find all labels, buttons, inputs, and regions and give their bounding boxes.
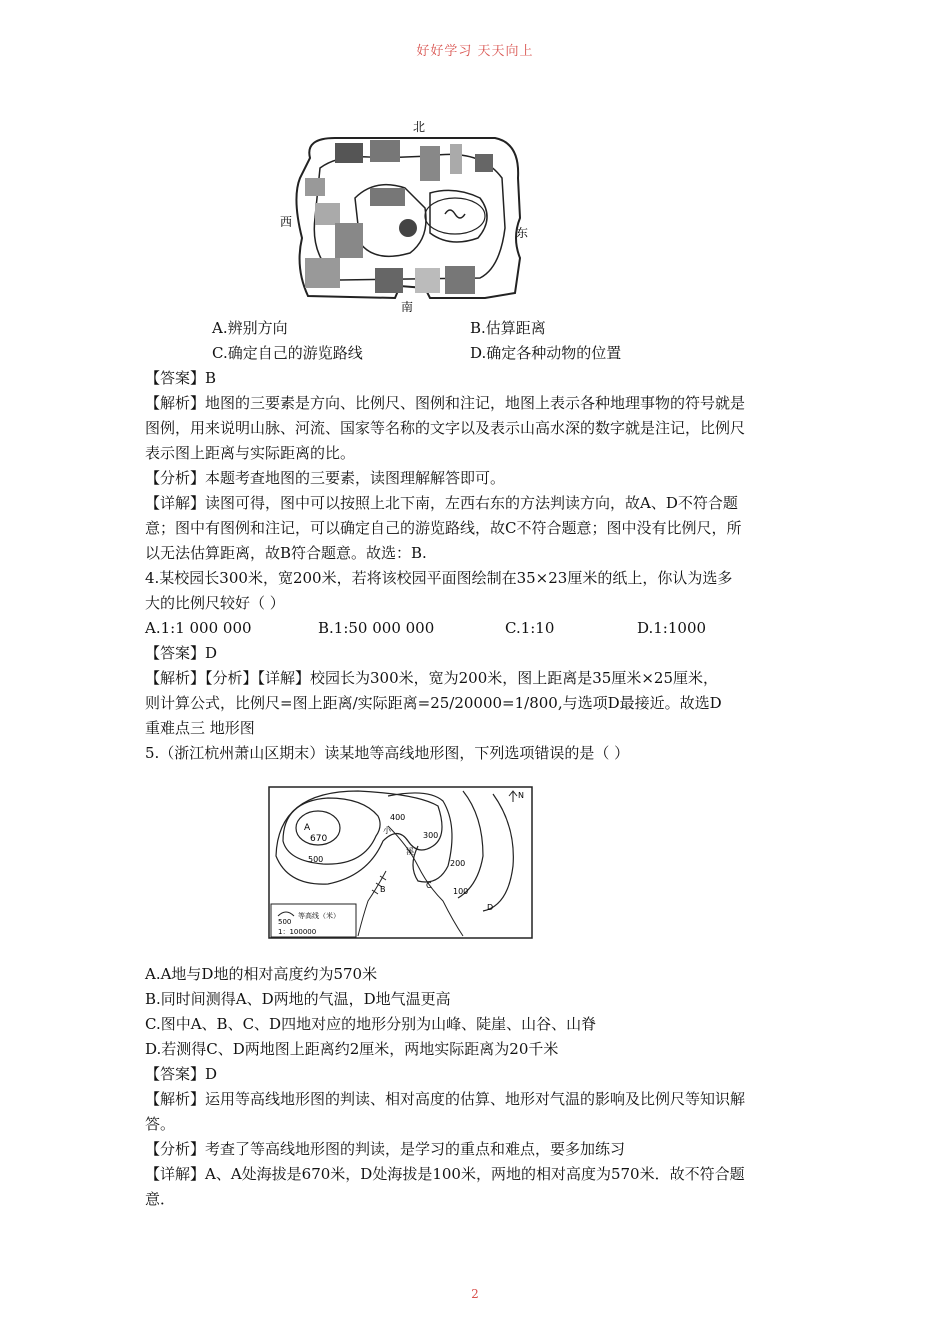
q3-fenxi: 【分析】本题考查地图的三要素，读图理解解答即可。: [145, 469, 506, 487]
q4-option-d: D.1:1000: [637, 619, 707, 637]
q5-answer: 【答案】D: [145, 1065, 218, 1083]
contour-label-400: 400: [390, 813, 406, 822]
q4-option-c: C.1:10: [505, 619, 555, 637]
q3-analysis-line-2: 图例，用来说明山脉、河流、国家等名称的文字以及表示山高水深的数字就是注记，比例尺: [145, 419, 746, 437]
contour-label-100: 100: [453, 887, 469, 896]
contour-map-figure: [268, 786, 534, 940]
q4-stem-line-2: 大的比例尺较好（ ）: [145, 594, 285, 612]
q3-detail-line-1: 【详解】读图可得，图中可以按照上北下南，左西右东的方法判读方向，故A、D不符合题: [145, 494, 738, 512]
map-east-label: 东: [516, 226, 529, 240]
q4-stem-line-1: 4.某校园长300米，宽200米，若将该校园平面图绘制在35×23厘米的纸上，你认为选多: [145, 569, 733, 587]
q3-detail-line-3: 以无法估算距离，故B符合题意。故选：B.: [145, 544, 427, 562]
q3-detail-line-2: 意；图中有图例和注记，可以确定自己的游览路线，故C不符合题意；图中没有比例尺，所: [145, 519, 742, 537]
q5-fenxi: 【分析】考查了等高线地形图的判读，是学习的重点和难点，要多加练习: [145, 1140, 626, 1158]
legend-value: 500: [278, 918, 292, 926]
q4-analysis-line-2: 则计算公式，比例尺=图上距离/实际距离=25/20000=1/800,与选项D最接近。故选D: [145, 694, 722, 712]
q3-option-c: C.确定自己的游览路线: [212, 344, 363, 362]
q3-answer: 【答案】B: [145, 369, 217, 387]
legend-label: 等高线（米）: [298, 912, 340, 920]
north-arrow-label: N: [518, 791, 524, 800]
zoo-map-svg: [280, 118, 530, 313]
stream-label-2: 溪: [406, 847, 414, 856]
contour-map-svg: [268, 786, 534, 940]
page-number: 2: [471, 1287, 479, 1301]
contour-label-300: 300: [423, 831, 439, 840]
map-scale-label: 1：100000: [278, 928, 317, 936]
section-heading: 重难点三 地形图: [145, 719, 255, 737]
q5-stem: 5.（浙江杭州萧山区期末）读某地等高线地形图，下列选项错误的是（ ）: [145, 744, 630, 762]
map-north-label: 北: [413, 120, 426, 134]
q3-option-d: D.确定各种动物的位置: [470, 344, 622, 362]
q5-option-a: A.A地与D地的相对高度约为570米: [145, 965, 378, 983]
q4-analysis-line-1: 【解析】【分析】【详解】校园长为300米，宽为200米，图上距离是35厘米×25厘米，: [145, 669, 719, 687]
q4-option-b: B.1:50 000 000: [318, 619, 435, 637]
peak-label-a: A: [304, 823, 311, 833]
contour-label-200: 200: [450, 859, 466, 868]
map-south-label: 南: [401, 300, 414, 313]
contour-label-500: 500: [308, 855, 324, 864]
point-c-label: C: [426, 881, 432, 890]
q3-option-b: B.估算距离: [470, 319, 546, 337]
q5-detail-line-2: 意．: [145, 1190, 176, 1208]
q3-analysis-line-3: 表示图上距离与实际距离的比。: [145, 444, 356, 462]
point-b-label: B: [380, 885, 386, 894]
q5-analysis-line-1: 【解析】运用等高线地形图的判读、相对高度的估算、地形对气温的影响及比例尺等知识解: [145, 1090, 746, 1108]
zoo-map-figure: [280, 118, 530, 313]
q5-analysis-line-2: 答。: [145, 1115, 176, 1133]
stream-label-1: 小: [383, 826, 391, 835]
q4-option-a: A.1:1 000 000: [145, 619, 252, 637]
point-d-label: D: [487, 903, 494, 912]
q5-detail-line-1: 【详解】A、A处海拔是670米，D处海拔是100米，两地的相对高度为570米．故不符合题: [145, 1165, 745, 1183]
q5-option-c: C.图中A、B、C、D四地对应的地形分别为山峰、陡崖、山谷、山脊: [145, 1015, 597, 1033]
q5-option-b: B.同时间测得A、D两地的气温，D地气温更高: [145, 990, 451, 1008]
page-header: 好好学习 天天向上: [416, 44, 534, 59]
peak-height-label: 670: [310, 834, 328, 844]
q3-option-a: A.辨别方向: [212, 319, 288, 337]
q5-option-d: D.若测得C、D两地图上距离约2厘米，两地实际距离为20千米: [145, 1040, 559, 1058]
q3-analysis-line-1: 【解析】地图的三要素是方向、比例尺、图例和注记，地图上表示各种地理事物的符号就是: [145, 394, 746, 412]
q4-answer: 【答案】D: [145, 644, 218, 662]
map-west-label: 西: [280, 215, 293, 229]
